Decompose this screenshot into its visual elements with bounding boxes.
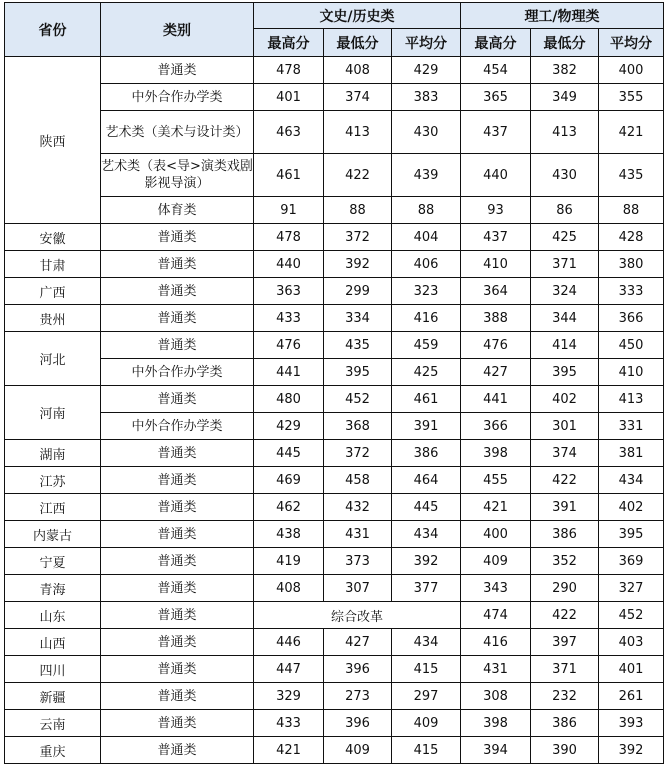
science-max-cell: 398	[461, 710, 531, 737]
science-min-cell: 86	[531, 197, 599, 224]
science-avg-cell: 428	[599, 224, 664, 251]
arts-max-cell: 447	[254, 656, 324, 683]
province-cell: 云南	[5, 710, 101, 737]
admission-score-table	[4, 2, 664, 764]
science-avg-cell: 401	[599, 656, 664, 683]
category-cell: 普通类	[101, 656, 254, 683]
science-max-cell: 388	[461, 305, 531, 332]
header-arts-avg: 平均分	[392, 29, 461, 57]
category-cell: 普通类	[101, 737, 254, 764]
category-cell: 普通类	[101, 332, 254, 359]
arts-max-cell: 478	[254, 57, 324, 84]
arts-avg-cell: 429	[392, 57, 461, 84]
science-min-cell: 390	[531, 737, 599, 764]
table-row	[5, 305, 664, 332]
arts-avg-cell: 88	[392, 197, 461, 224]
table-row	[5, 154, 664, 197]
province-cell: 宁夏	[5, 548, 101, 575]
table-row	[5, 656, 664, 683]
arts-avg-cell: 404	[392, 224, 461, 251]
arts-min-cell: 368	[324, 413, 392, 440]
science-max-cell: 343	[461, 575, 531, 602]
science-min-cell: 391	[531, 494, 599, 521]
science-avg-cell: 395	[599, 521, 664, 548]
science-max-cell: 364	[461, 278, 531, 305]
arts-min-cell: 409	[324, 737, 392, 764]
arts-max-cell: 469	[254, 467, 324, 494]
province-cell: 重庆	[5, 737, 101, 764]
arts-avg-cell: 406	[392, 251, 461, 278]
arts-avg-cell: 445	[392, 494, 461, 521]
arts-min-cell: 373	[324, 548, 392, 575]
science-max-cell: 308	[461, 683, 531, 710]
arts-max-cell: 438	[254, 521, 324, 548]
science-min-cell: 371	[531, 656, 599, 683]
province-cell: 甘肃	[5, 251, 101, 278]
table-row	[5, 251, 664, 278]
province-cell: 湖南	[5, 440, 101, 467]
category-cell: 普通类	[101, 575, 254, 602]
arts-max-cell: 408	[254, 575, 324, 602]
arts-min-cell: 452	[324, 386, 392, 413]
table-row	[5, 359, 664, 386]
category-cell: 普通类	[101, 57, 254, 84]
science-avg-cell: 381	[599, 440, 664, 467]
table-row	[5, 413, 664, 440]
arts-avg-cell: 439	[392, 154, 461, 197]
category-cell: 普通类	[101, 683, 254, 710]
arts-avg-cell: 386	[392, 440, 461, 467]
science-min-cell: 413	[531, 111, 599, 154]
table-row	[5, 575, 664, 602]
header-arts-min: 最低分	[324, 29, 392, 57]
science-min-cell: 414	[531, 332, 599, 359]
science-max-cell: 366	[461, 413, 531, 440]
science-max-cell: 421	[461, 494, 531, 521]
arts-avg-cell: 461	[392, 386, 461, 413]
science-avg-cell: 421	[599, 111, 664, 154]
science-min-cell: 386	[531, 521, 599, 548]
science-avg-cell: 402	[599, 494, 664, 521]
category-cell: 中外合作办学类	[101, 84, 254, 111]
arts-min-cell: 422	[324, 154, 392, 197]
arts-max-cell: 445	[254, 440, 324, 467]
arts-avg-cell: 323	[392, 278, 461, 305]
science-avg-cell: 450	[599, 332, 664, 359]
science-max-cell: 410	[461, 251, 531, 278]
science-min-cell: 232	[531, 683, 599, 710]
arts-min-cell: 408	[324, 57, 392, 84]
science-min-cell: 395	[531, 359, 599, 386]
table-row	[5, 467, 664, 494]
science-avg-cell: 435	[599, 154, 664, 197]
header-arts-max: 最高分	[254, 29, 324, 57]
table-row	[5, 440, 664, 467]
science-avg-cell: 380	[599, 251, 664, 278]
arts-max-cell: 401	[254, 84, 324, 111]
arts-max-cell: 462	[254, 494, 324, 521]
arts-avg-cell: 297	[392, 683, 461, 710]
table-row	[5, 224, 664, 251]
arts-avg-cell: 415	[392, 656, 461, 683]
category-cell: 普通类	[101, 440, 254, 467]
arts-max-cell: 363	[254, 278, 324, 305]
science-avg-cell: 393	[599, 710, 664, 737]
arts-avg-cell: 425	[392, 359, 461, 386]
arts-avg-cell: 434	[392, 629, 461, 656]
header-science-avg: 平均分	[599, 29, 664, 57]
table-row	[5, 84, 664, 111]
header-group-science: 理工/物理类	[461, 3, 664, 29]
arts-avg-cell: 383	[392, 84, 461, 111]
table-row	[5, 386, 664, 413]
category-cell: 普通类	[101, 521, 254, 548]
science-avg-cell: 452	[599, 602, 664, 629]
science-avg-cell: 331	[599, 413, 664, 440]
province-cell: 安徽	[5, 224, 101, 251]
arts-max-cell: 419	[254, 548, 324, 575]
province-cell: 山东	[5, 602, 101, 629]
arts-min-cell: 435	[324, 332, 392, 359]
province-cell: 河南	[5, 386, 101, 440]
province-cell: 青海	[5, 575, 101, 602]
science-min-cell: 425	[531, 224, 599, 251]
science-min-cell: 422	[531, 602, 599, 629]
science-min-cell: 386	[531, 710, 599, 737]
category-cell: 普通类	[101, 548, 254, 575]
science-max-cell: 431	[461, 656, 531, 683]
category-cell: 普通类	[101, 494, 254, 521]
table-row	[5, 111, 664, 154]
science-max-cell: 437	[461, 224, 531, 251]
science-max-cell: 400	[461, 521, 531, 548]
science-min-cell: 430	[531, 154, 599, 197]
arts-max-cell: 441	[254, 359, 324, 386]
arts-avg-cell: 430	[392, 111, 461, 154]
arts-min-cell: 374	[324, 84, 392, 111]
province-cell: 贵州	[5, 305, 101, 332]
score-table-container	[4, 2, 664, 764]
arts-max-cell: 440	[254, 251, 324, 278]
science-avg-cell: 400	[599, 57, 664, 84]
arts-min-cell: 392	[324, 251, 392, 278]
category-cell: 艺术类（表<导>演类戏剧影视导演）	[101, 154, 254, 197]
table-row	[5, 278, 664, 305]
science-min-cell: 290	[531, 575, 599, 602]
province-cell: 四川	[5, 656, 101, 683]
science-min-cell: 324	[531, 278, 599, 305]
arts-max-cell: 433	[254, 710, 324, 737]
category-cell: 普通类	[101, 305, 254, 332]
science-max-cell: 93	[461, 197, 531, 224]
science-max-cell: 474	[461, 602, 531, 629]
header-science-max: 最高分	[461, 29, 531, 57]
score-table-body	[5, 57, 664, 764]
category-cell: 中外合作办学类	[101, 359, 254, 386]
province-cell: 陕西	[5, 57, 101, 224]
arts-min-cell: 395	[324, 359, 392, 386]
science-max-cell: 437	[461, 111, 531, 154]
arts-max-cell: 429	[254, 413, 324, 440]
header-category: 类别	[101, 3, 254, 57]
category-cell: 艺术类（美术与设计类）	[101, 111, 254, 154]
province-cell: 江苏	[5, 467, 101, 494]
science-avg-cell: 413	[599, 386, 664, 413]
arts-min-cell: 273	[324, 683, 392, 710]
science-min-cell: 344	[531, 305, 599, 332]
province-cell: 山西	[5, 629, 101, 656]
table-row	[5, 683, 664, 710]
science-max-cell: 454	[461, 57, 531, 84]
science-avg-cell: 434	[599, 467, 664, 494]
arts-min-cell: 458	[324, 467, 392, 494]
arts-max-cell: 329	[254, 683, 324, 710]
table-row	[5, 197, 664, 224]
table-row	[5, 494, 664, 521]
science-min-cell: 382	[531, 57, 599, 84]
arts-max-cell: 421	[254, 737, 324, 764]
arts-max-cell: 476	[254, 332, 324, 359]
arts-avg-cell: 459	[392, 332, 461, 359]
arts-min-cell: 307	[324, 575, 392, 602]
science-min-cell: 397	[531, 629, 599, 656]
header-province: 省份	[5, 3, 101, 57]
arts-max-cell: 446	[254, 629, 324, 656]
arts-min-cell: 334	[324, 305, 392, 332]
arts-min-cell: 432	[324, 494, 392, 521]
arts-max-cell: 480	[254, 386, 324, 413]
province-cell: 河北	[5, 332, 101, 386]
science-min-cell: 402	[531, 386, 599, 413]
science-avg-cell: 410	[599, 359, 664, 386]
arts-avg-cell: 416	[392, 305, 461, 332]
arts-note-cell: 综合改革	[254, 602, 461, 629]
table-row	[5, 737, 664, 764]
category-cell: 普通类	[101, 224, 254, 251]
arts-min-cell: 427	[324, 629, 392, 656]
science-max-cell: 476	[461, 332, 531, 359]
science-min-cell: 422	[531, 467, 599, 494]
table-row	[5, 629, 664, 656]
table-row	[5, 521, 664, 548]
arts-min-cell: 372	[324, 440, 392, 467]
arts-min-cell: 372	[324, 224, 392, 251]
arts-avg-cell: 464	[392, 467, 461, 494]
science-max-cell: 427	[461, 359, 531, 386]
science-min-cell: 374	[531, 440, 599, 467]
arts-avg-cell: 415	[392, 737, 461, 764]
arts-avg-cell: 409	[392, 710, 461, 737]
science-avg-cell: 369	[599, 548, 664, 575]
science-min-cell: 352	[531, 548, 599, 575]
arts-min-cell: 413	[324, 111, 392, 154]
arts-min-cell: 396	[324, 710, 392, 737]
science-max-cell: 398	[461, 440, 531, 467]
province-cell: 广西	[5, 278, 101, 305]
arts-max-cell: 91	[254, 197, 324, 224]
arts-avg-cell: 391	[392, 413, 461, 440]
arts-avg-cell: 392	[392, 548, 461, 575]
province-cell: 内蒙古	[5, 521, 101, 548]
science-max-cell: 440	[461, 154, 531, 197]
science-max-cell: 416	[461, 629, 531, 656]
science-min-cell: 349	[531, 84, 599, 111]
category-cell: 体育类	[101, 197, 254, 224]
arts-max-cell: 433	[254, 305, 324, 332]
science-avg-cell: 392	[599, 737, 664, 764]
table-row	[5, 710, 664, 737]
category-cell: 普通类	[101, 710, 254, 737]
province-cell: 新疆	[5, 683, 101, 710]
arts-max-cell: 463	[254, 111, 324, 154]
category-cell: 普通类	[101, 602, 254, 629]
category-cell: 普通类	[101, 251, 254, 278]
table-row	[5, 332, 664, 359]
category-cell: 普通类	[101, 278, 254, 305]
arts-avg-cell: 377	[392, 575, 461, 602]
science-max-cell: 441	[461, 386, 531, 413]
category-cell: 普通类	[101, 629, 254, 656]
arts-avg-cell: 434	[392, 521, 461, 548]
category-cell: 普通类	[101, 467, 254, 494]
science-max-cell: 409	[461, 548, 531, 575]
science-max-cell: 455	[461, 467, 531, 494]
science-min-cell: 371	[531, 251, 599, 278]
science-avg-cell: 261	[599, 683, 664, 710]
arts-max-cell: 461	[254, 154, 324, 197]
arts-min-cell: 88	[324, 197, 392, 224]
table-row	[5, 548, 664, 575]
science-avg-cell: 88	[599, 197, 664, 224]
science-avg-cell: 333	[599, 278, 664, 305]
arts-max-cell: 478	[254, 224, 324, 251]
province-cell: 江西	[5, 494, 101, 521]
arts-min-cell: 299	[324, 278, 392, 305]
science-avg-cell: 355	[599, 84, 664, 111]
arts-min-cell: 431	[324, 521, 392, 548]
science-avg-cell: 327	[599, 575, 664, 602]
table-row	[5, 602, 664, 629]
header-group-arts: 文史/历史类	[254, 3, 461, 29]
category-cell: 中外合作办学类	[101, 413, 254, 440]
category-cell: 普通类	[101, 386, 254, 413]
arts-min-cell: 396	[324, 656, 392, 683]
science-max-cell: 394	[461, 737, 531, 764]
science-min-cell: 301	[531, 413, 599, 440]
table-row	[5, 57, 664, 84]
science-max-cell: 365	[461, 84, 531, 111]
header-science-min: 最低分	[531, 29, 599, 57]
science-avg-cell: 366	[599, 305, 664, 332]
science-avg-cell: 403	[599, 629, 664, 656]
